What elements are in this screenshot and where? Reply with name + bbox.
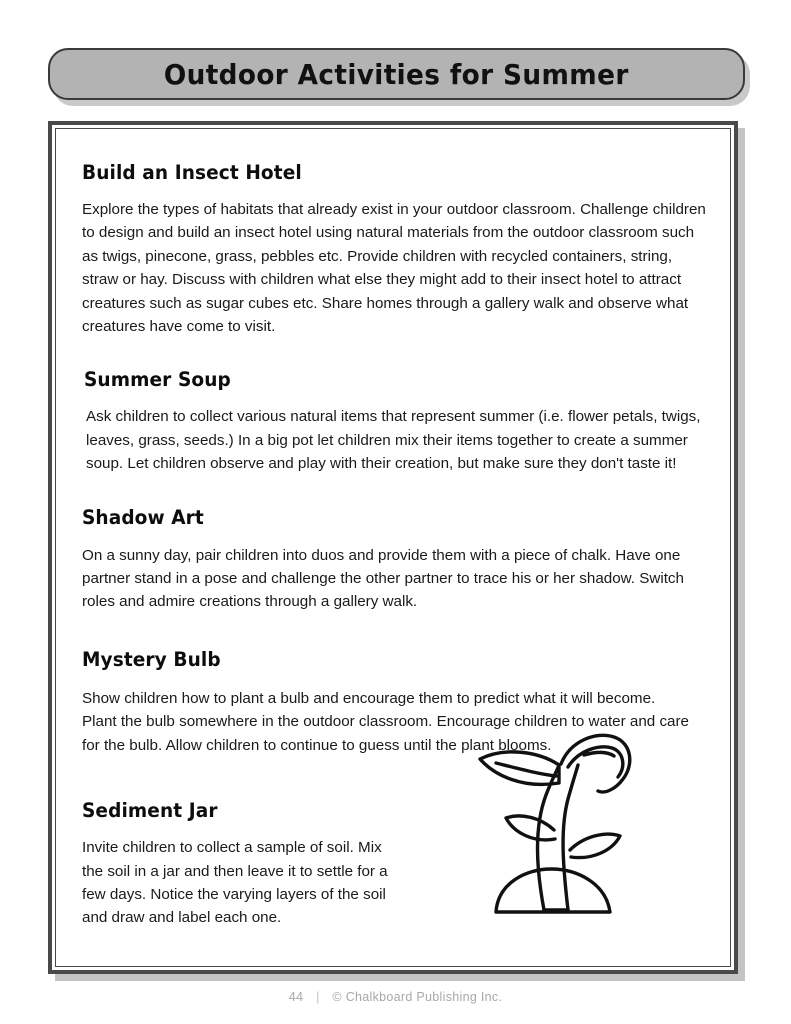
footer-divider: | [316, 990, 320, 1004]
banner-body [48, 48, 745, 100]
page-footer [0, 990, 791, 1004]
page-content [48, 121, 738, 974]
page-title-banner [48, 48, 745, 100]
page-number: 44 [288, 990, 304, 1004]
sprouting-plant-illustration [418, 717, 683, 932]
section-summer-soup [82, 368, 712, 475]
section-body: Invite children to collect a sample of soil. Mix the soil in a jar and then leave it to settle for a few days. Notice the varying layers of the soil and draw and label each one. [82, 839, 388, 927]
section-body: Explore the types of habitats that already exist in your outdoor classroom. Challenge children to design and build an insect hotel using natural materials from the outdoor classroom such as twigs, pinecone, grass, pebbles etc. Provide children with recycled containers, string, straw or hay. Discuss with children what else they might add to their insect hotel to attract creatures such as sugar cubes etc. Share homes through a gallery walk and observe what creatures have come to visit. [82, 201, 706, 336]
section-build-an-insect-hotel [82, 161, 712, 338]
copyright-notice: © Chalkboard Publishing Inc. [332, 990, 503, 1004]
section-heading: Shadow Art [82, 505, 204, 529]
page-title: Outdoor Activities for Summer [164, 57, 629, 91]
section-shadow-art [82, 506, 712, 614]
section-heading: Sediment Jar [82, 799, 218, 823]
section-heading: Summer Soup [84, 368, 231, 392]
section-body: Show children how to plant a bulb and encourage them to predict what it will become. Plant the bulb somewhere in the outdoor classroom. Encourage children to water and care for the bulb. Allow children to continue to guess until the plant blooms. [82, 689, 690, 754]
section-body: On a sunny day, pair children into duos and provide them with a piece of chalk. Have one partner stand in a pose and challenge the other partner to trace his or her shadow. Switch roles and admire creations through a gallery walk. [82, 546, 684, 611]
section-heading: Mystery Bulb [82, 647, 221, 671]
section-heading: Build an Insect Hotel [82, 161, 302, 184]
section-body: Ask children to collect various natural items that represent summer (i.e. flower petals, twigs, leaves, grass, seeds.) In a big pot let children mix their items together to create a summer soup. Let children observe and play with their creation, but make sure they don't taste it! [86, 408, 701, 473]
